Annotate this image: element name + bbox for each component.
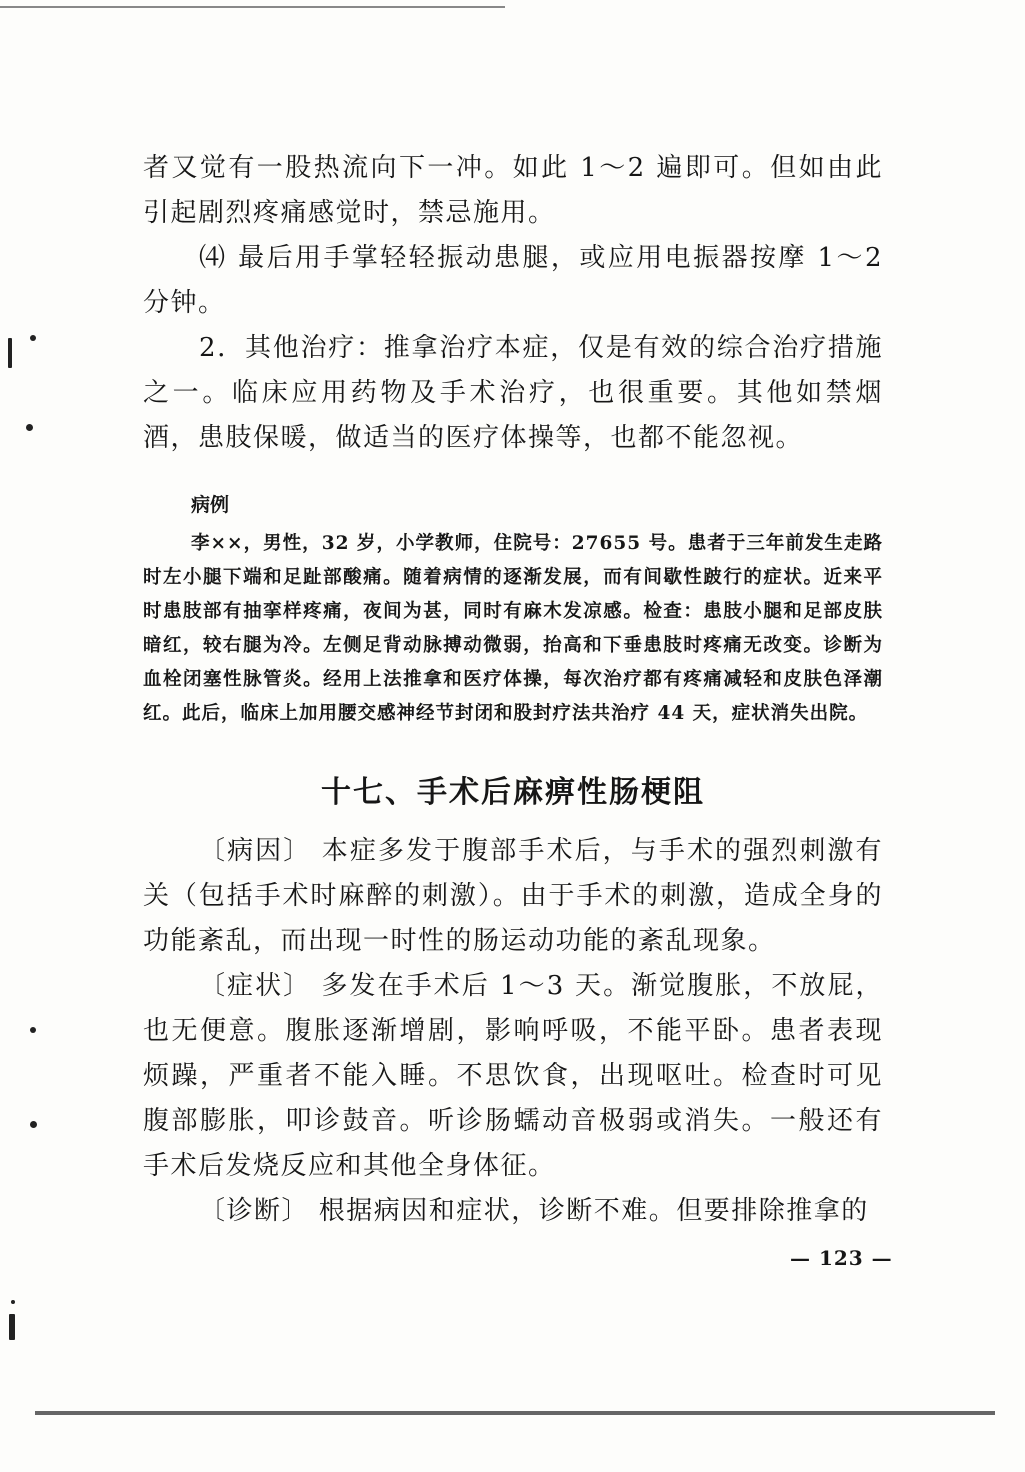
paragraph-diagnosis: 〔诊断〕 根据病因和症状，诊断不难。但要排除推拿的 [199,1196,869,1226]
margin-mark [9,1314,15,1340]
top-rule [0,6,505,8]
paragraph-continuation: 者又觉有一股热流向下一冲。如此 1～2 遍即可。但如由此引起剧烈疼痛感觉时，禁忌施用。 [143,153,883,228]
paragraph-step-4: ⑷ 最后用手掌轻轻振动患腿，或应用电振器按摩 1～2 分钟。 [143,243,883,318]
page-content [143,146,883,1234]
margin-mark [8,338,12,368]
paragraph-other-treatment: 2．其他治疗：推拿治疗本症，仅是有效的综合治疗措施之一。临床应用药物及手术治疗，也很重要。其他如禁烟酒，患肢保暖，做适当的医疗体操等，也都不能忽视。 [143,333,883,453]
bottom-rule [35,1411,995,1415]
margin-dot [30,1027,36,1033]
margin-dot [30,1121,37,1128]
margin-dot [30,335,36,341]
paragraph-cause: 〔病因〕 本症多发于腹部手术后，与手术的强烈刺激有关（包括手术时麻醉的刺激）。由于手术的刺激，造成全身的功能紊乱，而出现一时性的肠运动功能的紊乱现象。 [143,836,883,956]
paragraph-symptoms: 〔症状〕 多发在手术后 1～3 天。渐觉腹胀，不放屁，也无便意。腹胀逐渐增剧，影响呼吸，不能平卧。患者表现烦躁，严重者不能入睡。不思饮食，出现呕吐。检查时可见腹部膨胀，叩诊鼓音。听诊肠蠕动音极弱或消失。一般还有手术后发烧反应和其他全身体征。 [143,971,883,1181]
section-title: 十七、手术后麻痹性肠梗阻 [321,775,705,810]
page-number: — 123 — [790,1246,893,1270]
margin-dot [26,424,33,431]
margin-dot [11,1300,15,1304]
case-body: 李××，男性，32 岁，小学教师，住院号：27655 号。患者于三年前发生走路时左小腿下端和足趾部酸痛。随着病情的逐渐发展，而有间歇性跛行的症状。近来平时患肢部有抽挛样疼痛，夜间为甚，同时有麻木发凉感。检查：患肢小腿和足部皮肤暗红，较右腿为冷。左侧足背动脉搏动微弱，抬高和下垂患肢时疼痛无改变。诊断为血栓闭塞性脉管炎。经用上法推拿和医疗体操，每次治疗都有疼痛减轻和皮肤色泽潮红。此后，临床上加用腰交感神经节封闭和股封疗法共治疗 44 天，症状消失出院。 [143,533,883,724]
case-title: 病例 [191,494,230,516]
